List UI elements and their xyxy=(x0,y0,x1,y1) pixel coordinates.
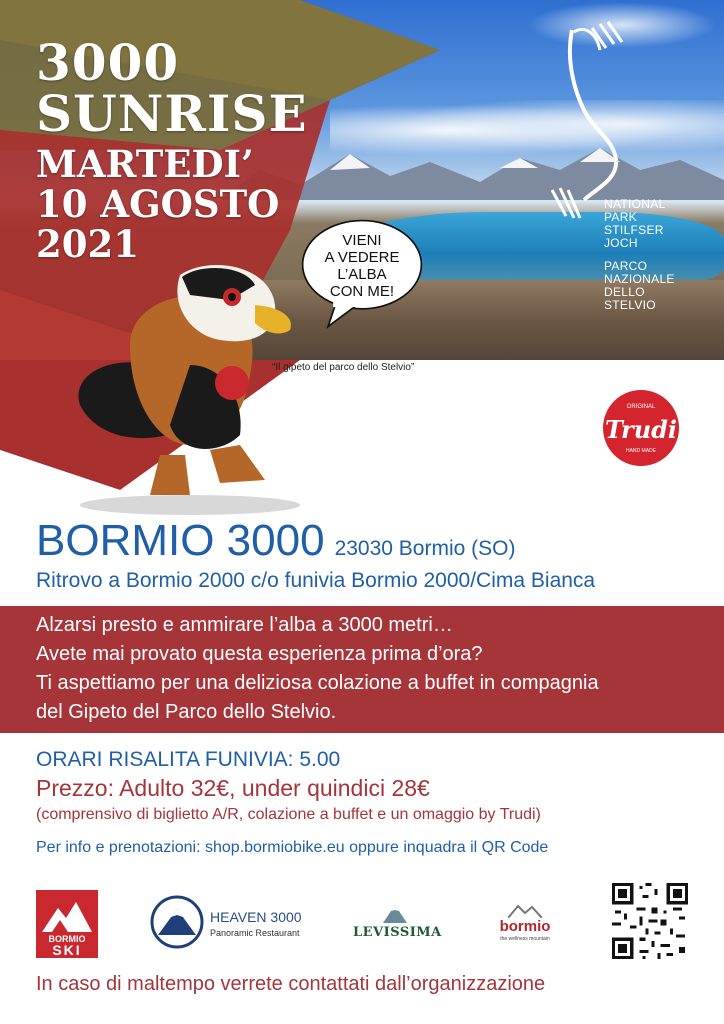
meeting-point: Ritrovo a Bormio 2000 c/o funivia Bormio 2000/Cima Bianca xyxy=(36,569,596,592)
bearded-vulture-mascot-icon xyxy=(70,255,310,515)
event-year: 2021 xyxy=(36,222,139,266)
weather-notice: In caso di maltempo verrete contattati dall’organizzazione xyxy=(36,973,546,995)
mountain-icon xyxy=(42,898,92,932)
trudi-name-text: Trudi xyxy=(604,415,678,444)
ski-logo-line1: BORMIO xyxy=(48,934,86,944)
park-text-line: NATIONAL xyxy=(604,197,666,211)
speech-line: CON ME! xyxy=(329,283,395,300)
description-line: del Gipeto del Parco dello Stelvio. xyxy=(36,701,337,723)
bormio-mountain-icon xyxy=(508,904,542,918)
heaven-3000-logo xyxy=(150,895,302,951)
heaven-name: HEAVEN 3000 xyxy=(210,909,302,925)
mascot-caption: “Il gipeto del parco dello Stelvio” xyxy=(272,362,415,373)
description-band xyxy=(0,606,724,733)
national-park-text xyxy=(604,198,675,312)
levissima-logo xyxy=(353,905,442,945)
ski-logo-line2: SKI xyxy=(52,942,82,958)
park-text-line: STELVIO xyxy=(604,298,656,312)
park-text-line: JOCH xyxy=(604,236,638,250)
park-text-line: PARCO xyxy=(604,259,648,273)
description-line: Ti aspettiamo per una deliziosa colazione a buffet in compagnia xyxy=(36,672,599,694)
location-name: BORMIO 3000 xyxy=(36,516,325,565)
description-line: Alzarsi presto e ammirare l’alba a 3000 metri… xyxy=(36,614,453,636)
location-address: 23030 Bormio (SO) xyxy=(334,537,516,560)
heaven-subtitle: Panoramic Restaurant xyxy=(210,928,300,938)
speech-bubble-text xyxy=(288,232,436,300)
event-title xyxy=(36,33,308,266)
price-includes: (comprensivo di biglietto A/R, colazione a buffet e un omaggio by Trudi) xyxy=(36,806,541,823)
event-date: 10 AGOSTO xyxy=(36,182,280,226)
bormio-logo-text: bormio xyxy=(499,918,551,935)
event-day: MARTEDI’ xyxy=(36,142,254,186)
bormio-wellness-logo xyxy=(488,904,562,946)
trudi-logo-icon xyxy=(601,388,681,468)
title-number: 3000 xyxy=(36,33,180,92)
description-line: Avete mai provato questa esperienza prima d’ora? xyxy=(36,643,483,665)
trudi-bottom-text: HAND MADE xyxy=(625,448,657,454)
cable-car-schedule: ORARI RISALITA FUNIVIA: 5.00 xyxy=(36,748,341,771)
park-text-line: PARK xyxy=(604,210,637,224)
title-word: SUNRISE xyxy=(36,84,308,143)
levissima-text: LEVISSIMA xyxy=(353,925,442,940)
location-heading xyxy=(36,517,515,565)
bormio-ski-logo xyxy=(36,890,98,958)
bormio-logo-subtitle: the wellness mountain xyxy=(500,936,550,942)
park-text-line: NAZIONALE xyxy=(604,272,675,286)
trudi-top-text: ORIGINAL xyxy=(626,404,656,410)
speech-line: A VEDERE xyxy=(324,249,400,266)
qr-code-icon[interactable] xyxy=(612,883,688,959)
park-text-line: STILFSER xyxy=(604,223,664,237)
speech-line: VIENI xyxy=(342,232,382,249)
speech-line: L’ALBA xyxy=(337,266,387,283)
heaven-mountain-icon xyxy=(150,895,204,949)
booking-info: Per info e prenotazioni: shop.bormiobike.eu oppure inquadra il QR Code xyxy=(36,839,549,856)
levissima-mountain-icon xyxy=(383,905,407,923)
park-text-line: DELLO xyxy=(604,285,645,299)
price: Prezzo: Adulto 32€, under quindici 28€ xyxy=(36,775,430,801)
